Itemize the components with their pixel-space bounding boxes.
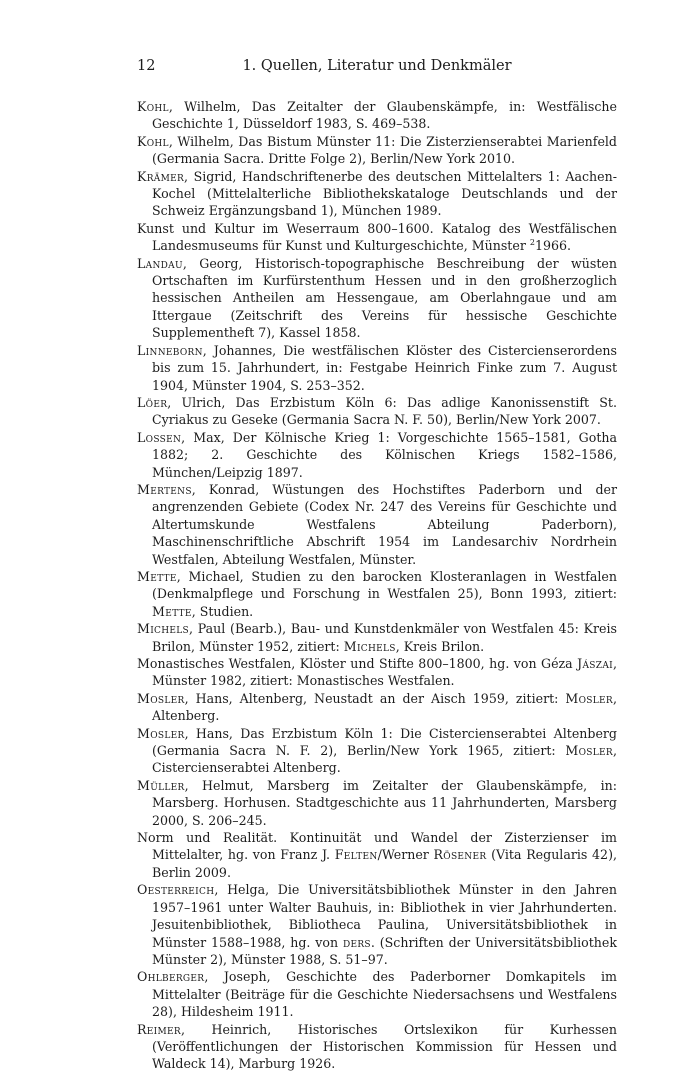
entry-text: , Wilhelm, Das Bistum Münster 11: Die Zisterzienserabtei Marienfeld (Germania Sacra. Dritte Folge 2), Berlin/New York 2010. — [152, 133, 617, 167]
author-name: Löer — [137, 394, 168, 410]
entry-text: , Michael, Studien zu den barocken Klosteranlagen in Westfalen (Denkmalpflege und Forschung in Westfalen 25), Bonn 1993, zitiert: — [152, 568, 617, 602]
author-name: Linneborn — [137, 342, 203, 358]
author-name: Michels — [343, 638, 396, 654]
author-name: Mosler — [137, 725, 185, 741]
running-head-title: 1. Quellen, Literatur und Denkmäler — [242, 58, 512, 74]
author-name: Mosler — [565, 690, 613, 706]
entry-text: , Heinrich, Historisches Ortslexikon für Kurhessen (Veröffentlichungen der Historischen Kommission für Hessen und Waldeck 14), Marburg 1926. — [152, 1021, 617, 1072]
entry-text: , Hans, Altenberg, Neustadt an der Aisch 1959, zitiert: — [184, 690, 566, 706]
entry-text: , Hans, Das Erzbistum Köln 1: Die Cistercienserabtei Altenberg (Germania Sacra N. F. 2), Berlin/New York 1965, zitiert: — [152, 725, 617, 759]
bibliography-entry — [137, 394, 617, 429]
entry-text: Norm und Realität. Kontinuität und Wandel der Zisterzienser im Mittelalter, hg. von Franz J. — [137, 830, 617, 863]
entry-text: , Altenberg. — [152, 690, 617, 724]
bibliography-entry — [137, 168, 617, 220]
bibliography-entry — [137, 620, 617, 655]
entry-text: . (Schriften der Universitätsbibliothek Münster 2), Münster 1988, S. 51–97. — [152, 934, 617, 967]
entry-text: , Johannes, Die westfälischen Klöster des Cistercienserordens bis zum 15. Jahrhundert, in: Festgabe Heinrich Finke zum 7. August 1904, Münster 1904, S. 253–352. — [152, 342, 617, 393]
author-name: Ohlberger — [137, 969, 205, 985]
author-name: Müller — [137, 777, 185, 793]
entry-text: , Studien. — [191, 603, 254, 619]
author-name: Mosler — [137, 690, 185, 706]
bibliography-entry — [137, 690, 617, 725]
entry-text: Monastisches Westfalen, Klöster und Stifte 800–1800, hg. von Géza — [137, 656, 578, 671]
author-name: Mertens — [137, 481, 192, 497]
bibliography-entry — [137, 98, 617, 133]
author-name: Kohl — [137, 99, 169, 114]
entry-text: , Max, Der Kölnische Krieg 1: Vorgeschichte 1565–1581, Gotha 1882; 2. Geschichte des Kölnischen Kriegs 1582–1586, München/Leipzig 1897. — [152, 429, 617, 480]
bibliography-entry — [137, 881, 617, 968]
bibliography-entry — [137, 255, 617, 342]
bibliography-entry — [137, 1021, 617, 1073]
author-name: Lossen — [137, 429, 182, 445]
entry-text: 1966. — [534, 238, 571, 254]
entry-text: , Ulrich, Das Erzbistum Köln 6: Das adlige Kanonissenstift St. Cyriakus zu Geseke (Germania Sacra N. F. 50), Berlin/New York 2007. — [152, 394, 617, 428]
running-head — [137, 58, 617, 80]
bibliography-entry — [137, 725, 617, 777]
entry-text: , Joseph, Geschichte des Paderborner Domkapitels im Mittelalter (Beiträge für die Geschichte Niedersachsens und Westfalens 28), Hildesheim 1911. — [152, 969, 617, 1020]
entry-text: , Konrad, Wüstungen des Hochstiftes Paderborn und der angrenzenden Gebiete (Codex Nr. 247 des Vereins für Geschichte und Altertumskunde Westfalens Abteilung Paderborn), Maschinenschriftliche Abschrift 1954 im Landesarchiv Nordrhein Westfalen, Abteilung Westfalen, Münster. — [152, 481, 617, 567]
entry-text: , Georg, Historisch-topographische Beschreibung der wüsten Ortschaften im Kurfürstenthum Hessen und in den großherzoglich hessischen Antheilen am Hessengaue, am Oberlahngaue und am Ittergaue (Zeitschrift des Vereins für hessische Geschichte Supplementheft 7), Kassel 1858. — [152, 255, 617, 341]
entry-text: , Kreis Brilon. — [395, 638, 485, 654]
entry-text: (Vita Regularis 42), Berlin 2009. — [152, 847, 617, 880]
author-name: Krämer — [137, 168, 185, 184]
entry-text: , Helmut, Marsberg im Zeitalter der Glaubenskämpfe, in: Marsberg. Horhusen. Stadtgeschichte aus 11 Jahrhunderten, Marsberg 2000, S. 206–245. — [152, 777, 617, 828]
entry-text: , Helga, Die Universitätsbibliothek Münster in den Jahren 1957–1961 unter Walter Bauhuis, in: Bibliothek in vier Jahrhunderten. Jesuitenbibliothek, Bibliotheca Paulina, Universitätsbibliothek in Münster 1588–1988, hg. von — [152, 882, 617, 950]
bibliography-entry — [137, 342, 617, 394]
entry-text: , Cistercienserabtei Altenberg. — [152, 743, 617, 776]
bibliography-entry — [137, 777, 617, 829]
author-name: ders — [342, 934, 371, 950]
edition-superscript: 2 — [529, 238, 535, 248]
page-number: 12 — [137, 58, 156, 74]
author-name: Jászai — [577, 656, 613, 671]
bibliography-list — [137, 98, 617, 1073]
bibliography-entry — [137, 220, 617, 255]
bibliography-entry — [137, 968, 617, 1020]
entry-text: , Paul (Bearb.), Bau- und Kunstdenkmäler von Westfalen 45: Kreis Brilon, Münster 1952, zitiert: — [152, 621, 617, 654]
author-name: Kohl — [137, 133, 169, 149]
bibliography-entry — [137, 429, 617, 481]
entry-text: , Wilhelm, Das Zeitalter der Glaubenskämpfe, in: Westfälische Geschichte 1, Düsseldorf 1983, S. 469–538. — [152, 99, 617, 132]
author-name: Landau — [137, 255, 183, 271]
author-name: Mette — [152, 603, 192, 619]
author-name: Reimer — [137, 1021, 181, 1037]
author-name: Mosler — [565, 743, 613, 759]
bibliography-entry — [137, 481, 617, 568]
author-name: Rösener — [433, 847, 487, 863]
bibliography-entry — [137, 655, 617, 690]
entry-text: Kunst und Kultur im Weserraum 800–1600. Katalog des Westfälischen Landesmuseums für Kunst und Kulturgeschichte, Münster — [137, 220, 617, 254]
author-name: Oesterreich — [137, 882, 215, 898]
entry-text: , Sigrid, Handschriftenerbe des deutschen Mittelalters 1: Aachen-Kochel (Mittelalterliche Bibliothekskataloge Deutschlands und der Schweiz Ergänzungsband 1), München 1989. — [152, 168, 617, 219]
bibliography-entry — [137, 133, 617, 168]
bibliography-entry — [137, 568, 617, 620]
author-name: Felten — [334, 847, 378, 863]
bibliography-entry — [137, 829, 617, 881]
author-name: Mette — [137, 568, 177, 584]
entry-text: /Werner — [377, 847, 434, 863]
entry-text: , Münster 1982, zitiert: Monastisches Westfalen. — [152, 656, 617, 689]
author-name: Michels — [137, 621, 189, 637]
